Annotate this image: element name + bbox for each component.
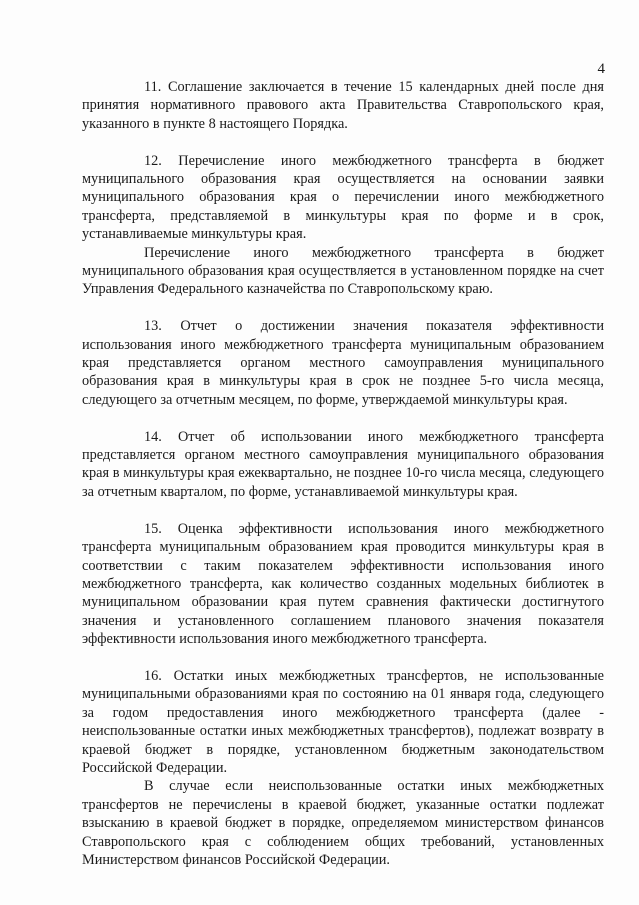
paragraph-11: 11. Соглашение заключается в течение 15 календарных дней после дня принятия нормативного правового акта Правительства Ставропольского края, указанного в пункте 8 настоящего Порядка.	[82, 79, 604, 132]
paragraph-16-continuation: В случае если неиспользованные остатки иных межбюджетных трансфертов не перечислены в краевой бюджет, указанные остатки подлежат взысканию в краевой бюджет в порядке, определяемом министерством финансов Ставропольского края с соблюдением общих требований, установленных Министерством финансов Российской Федерации.	[82, 778, 604, 868]
page-number: 4	[597, 61, 605, 77]
paragraph-16: 16. Остатки иных межбюджетных трансфертов, не использованные муниципальными образованиями края по состоянию на 01 января года, следующего за годом предоставления иного межбюджетного трансферта (далее - неиспользованные остатки иных межбюджетных трансфертов), подлежат возврату в краевой бюджет в порядке, установленном бюджетным законодательством Российской Федерации.	[82, 667, 604, 776]
paragraph-15: 15. Оценка эффективности использования иного межбюджетного трансферта муниципальным образованием края проводится минкультуры края в соответствии с таким показателем эффективности использования иного межбюджетного трансферта, как количество созданных модельных библиотек в муниципальном образовании края путем сравнения фактически достигнутого значения и установленного соглашением планового значения показателя эффективности использования иного межбюджетного трансферта.	[82, 520, 604, 648]
document-body	[82, 78, 604, 869]
paragraph-14: 14. Отчет об использовании иного межбюджетного трансферта представляется органом местного самоуправления муниципального образования края в минкультуры края ежеквартально, не позднее 10-го числа месяца, следующего за отчетным кварталом, по форме, устанавливаемой минкультуры края.	[82, 428, 604, 500]
paragraph-13: 13. Отчет о достижении значения показателя эффективности использования иного межбюджетного трансферта муниципальным образованием края представляется органом местного самоуправления муниципального образования края в минкультуры края в срок не позднее 5-го числа месяца, следующего за отчетным месяцем, по форме, утверждаемой минкультуры края.	[82, 318, 604, 408]
paragraph-12-continuation: Перечисление иного межбюджетного трансферта в бюджет муниципального образования края осуществляется в установленном порядке на счет Управления Федерального казначейства по Ставропольскому краю.	[82, 244, 604, 298]
paragraph-12: 12. Перечисление иного межбюджетного трансферта в бюджет муниципального образования края осуществляется на основании заявки муниципального образования края о перечислении иного межбюджетного трансферта, представляемой в минкультуры края по форме и в срок, устанавливаемые минкультуры края.	[82, 152, 604, 243]
